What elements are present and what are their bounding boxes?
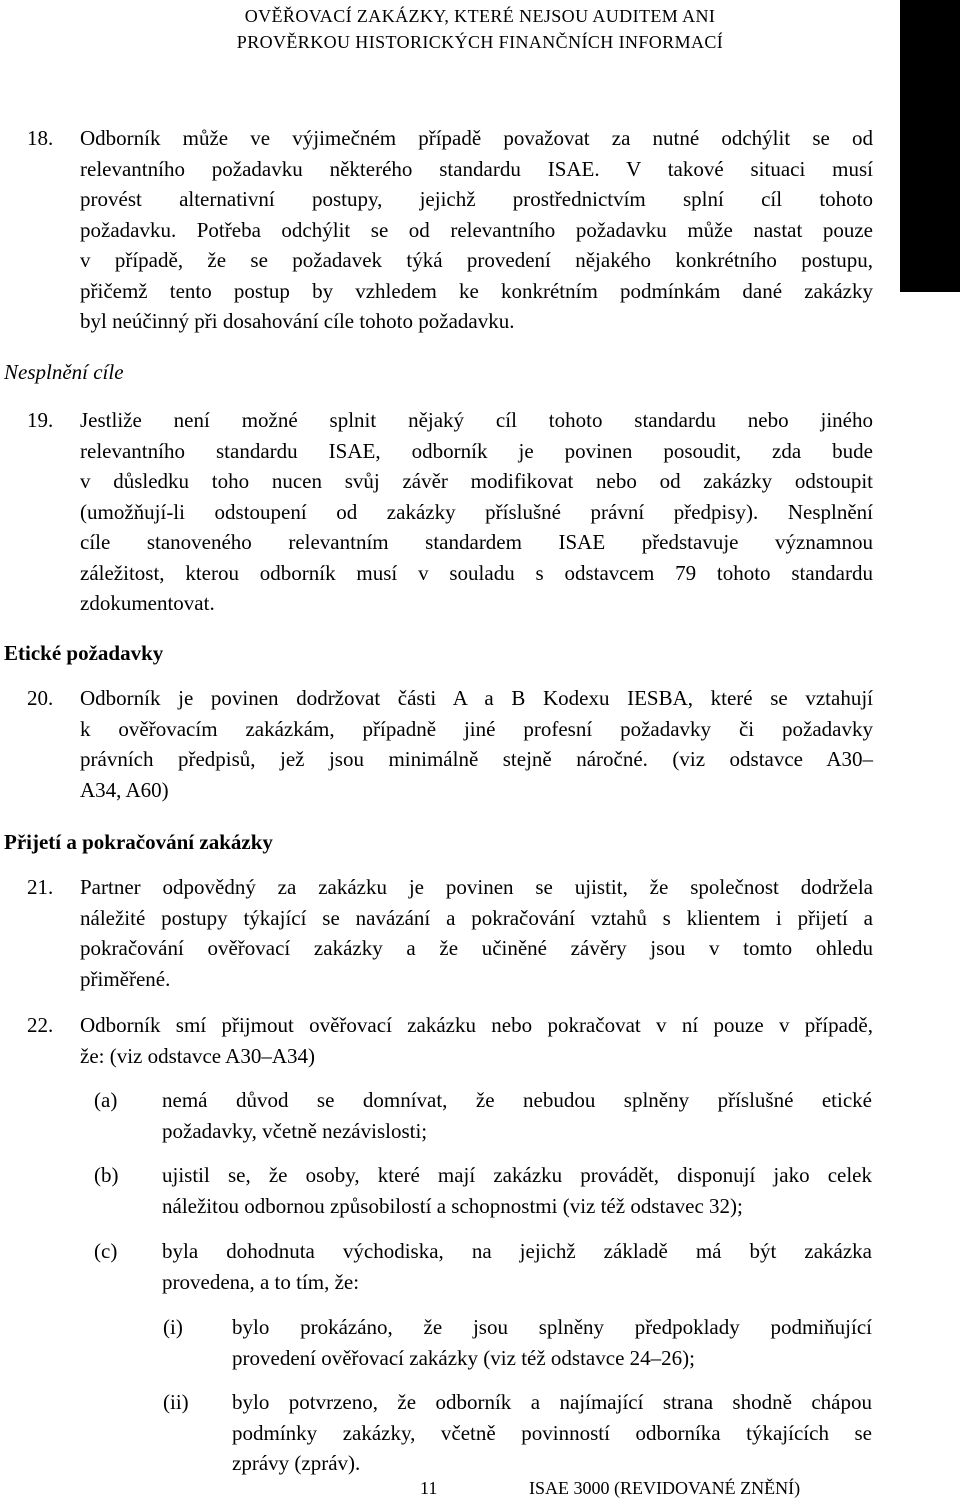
text-line: ujistil se, že osoby, které mají zakázku provádět, disponují jako celek: [162, 1163, 872, 1187]
text-line: relevantního požadavku některého standardu ISAE. V takové situaci musí: [80, 156, 873, 181]
text-line: náležité postupy týkající se navázání a pokračování vztahů s klientem i přijetí a: [80, 905, 873, 930]
list-item-text: [162, 1160, 872, 1221]
text-line: k ověřovacím zakázkám, případně jiné profesní požadavky či požadavky: [80, 716, 873, 741]
sub-list-item-label: (i): [163, 1315, 183, 1339]
text-line: byl neúčinný při dosahování cíle tohoto požadavku.: [80, 309, 515, 333]
section-heading-nesplneni: Nesplnění cíle: [4, 360, 124, 384]
sub-list-item-text: [232, 1387, 872, 1479]
paragraph-number: 21.: [27, 875, 54, 899]
header-line-1: OVĚŘOVACÍ ZAKÁZKY, KTERÉ NEJSOU AUDITEM ANI: [244, 6, 716, 26]
sub-list-item-label: (ii): [163, 1390, 189, 1414]
section-heading-eticke: Etické požadavky: [4, 641, 164, 665]
paragraph-text: [80, 683, 873, 805]
text-line: podmínky zakázky, včetně povinností odborníka týkajících se: [232, 1420, 872, 1445]
text-line: bylo prokázáno, že jsou splněny předpoklady podmiňující: [232, 1315, 872, 1339]
text-line: nemá důvod se domnívat, že nebudou splněny příslušné etické: [162, 1088, 872, 1112]
running-header: [0, 3, 960, 55]
text-line: bylo potvrzeno, že odborník a najímající strana shodně chápou: [232, 1390, 872, 1414]
text-line: přiměřené.: [80, 966, 171, 991]
paragraph-text: [80, 405, 873, 619]
list-item-text: [162, 1236, 872, 1297]
text-line: že: (viz odstavce A30–A34): [80, 1043, 316, 1068]
text-line: zprávy (zpráv).: [232, 1451, 361, 1475]
list-item-label: (a): [94, 1088, 118, 1112]
text-line: záležitost, kterou odborník musí v souladu s odstavcem 79 tohoto standardu: [80, 560, 873, 585]
paragraph-number: 19.: [27, 408, 54, 432]
text-line: náležitou odbornou způsobilostí a schopnostmi (viz též odstavec 32);: [162, 1193, 743, 1218]
text-line: (umožňují-li odstoupení od zakázky příslušné právní předpisy). Nesplnění: [80, 499, 873, 524]
paragraph-number: 20.: [27, 686, 54, 710]
text-line: pokračování ověřovací zakázky a že učiněné závěry jsou v tomto ohledu: [80, 936, 873, 960]
list-item-label: (b): [94, 1163, 119, 1187]
text-line: požadavku. Potřeba odchýlit se od relevantního požadavku může nastat pouze: [80, 217, 873, 242]
text-line: provedena, a to tím, že:: [162, 1269, 360, 1294]
page-number: 11: [420, 1478, 438, 1498]
text-line: zdokumentovat.: [80, 591, 215, 615]
side-black-bar: [900, 0, 960, 292]
text-line: Odborník může ve výjimečném případě považovat za nutné odchýlit se od: [80, 126, 873, 150]
footer-document-title: ISAE 3000 (REVIDOVANÉ ZNĚNÍ): [529, 1478, 801, 1498]
text-line: provedení ověřovací zakázky (viz též odstavce 24–26);: [232, 1345, 695, 1370]
text-line: v důsledku toho nucen svůj závěr modifikovat nebo od zakázky odstoupit: [80, 469, 873, 493]
text-line: Odborník je povinen dodržovat části A a B Kodexu IESBA, které se vztahují: [80, 686, 873, 710]
text-line: v případě, že se požadavek týká provedení nějakého konkrétního postupu,: [80, 248, 873, 272]
text-line: požadavky, včetně nezávislosti;: [162, 1118, 428, 1143]
sub-list-item-text: [232, 1312, 872, 1373]
text-line: Odborník smí přijmout ověřovací zakázku nebo pokračovat v ní pouze v případě,: [80, 1013, 873, 1037]
paragraph-text: [80, 872, 873, 994]
text-line: A34, A60): [80, 777, 169, 802]
paragraph-text: [80, 1010, 873, 1071]
text-line: přičemž tento postup by vzhledem ke konkrétním podmínkám dané zakázky: [80, 278, 873, 303]
text-line: Partner odpovědný za zakázku je povinen se ujistit, že společnost dodržela: [80, 875, 873, 899]
list-item-text: [162, 1085, 872, 1146]
text-line: relevantního standardu ISAE, odborník je povinen posoudit, zda bude: [80, 438, 873, 463]
paragraph-number: 22.: [27, 1013, 54, 1037]
paragraph-number: 18.: [27, 126, 54, 150]
text-line: provést alternativní postupy, jejichž prostřednictvím splní cíl tohoto: [80, 187, 873, 211]
text-line: byla dohodnuta východiska, na jejichž základě má být zakázka: [162, 1239, 872, 1263]
text-line: právních předpisů, jež jsou minimálně stejně náročné. (viz odstavce A30–: [80, 747, 873, 771]
list-item-label: (c): [94, 1239, 118, 1263]
section-heading-prijeti: Přijetí a pokračování zakázky: [4, 830, 273, 854]
paragraph-text: [80, 123, 873, 337]
header-line-2: PROVĚRKOU HISTORICKÝCH FINANČNÍCH INFORMACÍ: [236, 32, 724, 52]
text-line: Jestliže není možné splnit nějaký cíl tohoto standardu nebo jiného: [80, 408, 873, 432]
text-line: cíle stanoveného relevantním standardem ISAE představuje významnou: [80, 530, 873, 554]
